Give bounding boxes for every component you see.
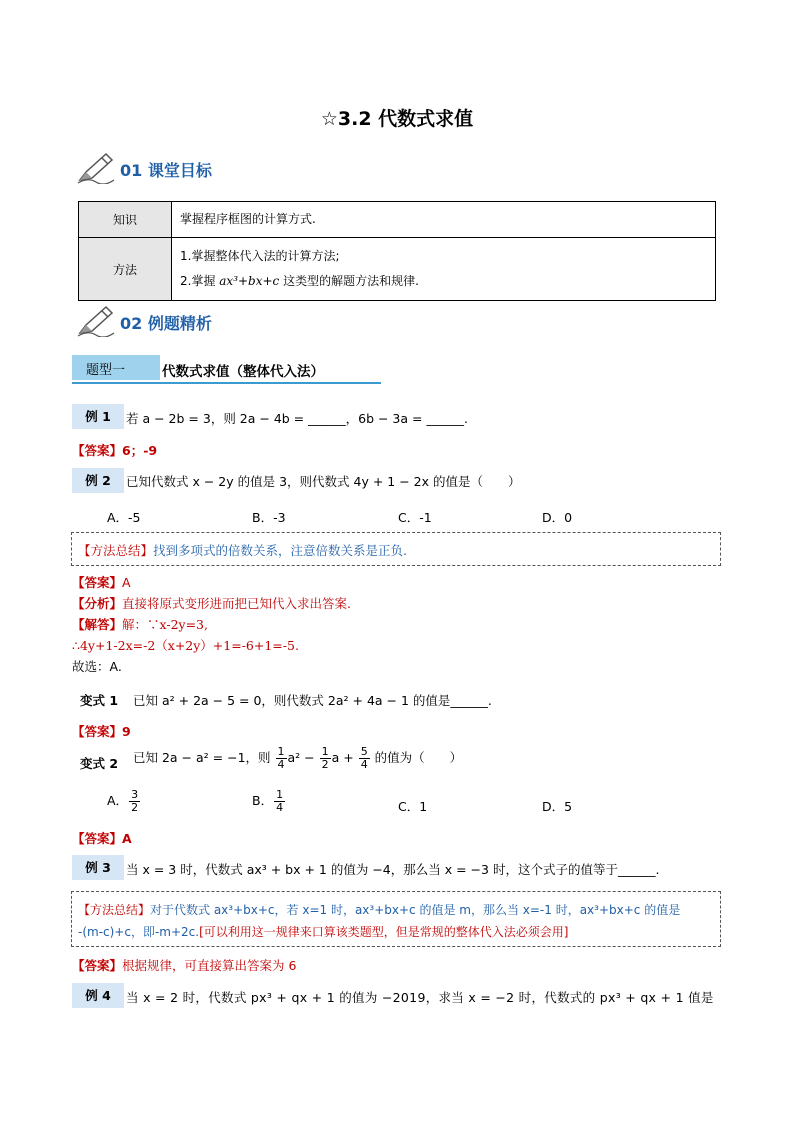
fraction — [320, 746, 331, 771]
fraction — [274, 789, 285, 814]
row-text-method — [172, 238, 716, 301]
denominator: 4 — [277, 758, 285, 771]
numerator: 1 — [277, 745, 285, 758]
summary-text: 对于代数式 ax³+bx+c，若 x=1 时，ax³+bx+c 的值是 m，那么当 x=-1 时，ax³+bx+c 的值是 — [150, 903, 681, 917]
numerator: 3 — [131, 788, 139, 801]
method-line-1: 1.掌握整体代入法的计算方法; — [180, 249, 340, 263]
example-2-tag: 例 2 — [72, 468, 124, 493]
answer-label: 【答案】 — [72, 443, 123, 458]
method-summary-1 — [78, 541, 407, 559]
section-heading-objectives: 01 课堂目标 — [120, 161, 212, 180]
denominator: 4 — [276, 801, 284, 814]
example-4-tag: 例 4 — [72, 983, 124, 1008]
variant-2-text — [133, 746, 462, 771]
option-letter: B． — [252, 793, 274, 808]
fraction — [359, 746, 370, 771]
answer-value: A — [122, 575, 131, 590]
method-line-2-pre: 2.掌握 — [180, 274, 220, 288]
solution-line-3: 故选：A. — [72, 659, 122, 674]
example-3-text: 当 x = 3 时，代数式 ax³ + bx + 1 的值为 −4，那么当 x = −3 时，这个式子的值等于______. — [126, 862, 660, 877]
example-1-tag: 例 1 — [72, 404, 124, 429]
numerator: 5 — [360, 745, 368, 758]
example-2-option-c: C．-1 — [398, 510, 432, 525]
pencil-icon — [76, 152, 116, 184]
solution-line-1: 解：∵x-2y=3, — [122, 617, 208, 632]
variant-2-answer — [72, 829, 132, 847]
variant-2-option-a — [107, 789, 141, 814]
solution-line-2: ∴4y+1-2x=-2（x+2y）+1=-6+1=-5. — [72, 638, 299, 653]
variant-2-option-d: D．5 — [542, 799, 573, 814]
example-2-option-b: B．-3 — [252, 510, 286, 525]
type-underline — [72, 382, 381, 384]
page-title: ☆3.2 代数式求值 — [320, 108, 474, 130]
answer-label: 【答案】 — [72, 831, 123, 846]
example-1-answer — [72, 441, 157, 459]
variant-2-mid-2: a + — [331, 750, 358, 765]
variant-2-mid-1: a² − — [287, 750, 319, 765]
method-line-2-post: 这类型的解题方法和规律. — [279, 274, 419, 288]
variant-2-post: 的值为（ ） — [370, 750, 463, 765]
example-1-text: 若 a − 2b = 3，则 2a − 4b = ______，6b − 3a = ______. — [126, 411, 468, 426]
row-text-knowledge: 掌握程序框图的计算方式. — [172, 202, 716, 238]
section-heading-examples: 02 例题精析 — [120, 314, 212, 333]
example-2-solution — [72, 615, 208, 633]
method-line-2 — [180, 269, 707, 294]
fraction — [276, 746, 287, 771]
summary-label: 【方法总结】 — [78, 543, 154, 558]
fraction — [129, 789, 140, 814]
example-4-text: 当 x = 2 时，代数式 px³ + qx + 1 的值为 −2019，求当 x = −2 时，代数式的 px³ + qx + 1 值是 — [126, 990, 714, 1005]
variant-1-tag: 变式 1 — [80, 693, 119, 708]
example-2-analysis — [72, 594, 351, 612]
summary-label: 【方法总结】 — [78, 903, 151, 917]
table-row — [79, 202, 716, 238]
example-3-tag: 例 3 — [72, 855, 124, 880]
pencil-icon — [76, 305, 116, 337]
answer-label: 【答案】 — [72, 575, 123, 590]
summary-text: 找到多项式的倍数关系，注意倍数关系是正负. — [153, 543, 407, 558]
row-label-method: 方法 — [79, 238, 172, 301]
answer-value: 9 — [122, 724, 131, 739]
example-3-answer — [72, 956, 296, 974]
variant-2-option-c: C．1 — [398, 799, 428, 814]
variant-2-pre: 已知 2a − a² = −1，则 — [133, 750, 275, 765]
summary-note: [可以利用这一规律来口算该类题型，但是常规的整体代入法必须会用] — [199, 925, 569, 939]
answer-label: 【答案】 — [72, 724, 123, 739]
method-summary-3-line-1 — [78, 901, 680, 918]
table-row — [79, 238, 716, 301]
example-2-text: 已知代数式 x − 2y 的值是 3，则代数式 4y + 1 − 2x 的值是（ ） — [126, 474, 521, 489]
method-line-2-expr: ax³+bx+c — [219, 274, 280, 288]
variant-2-option-b — [252, 789, 286, 814]
summary-rule: -(m-c)+c，即-m+2c. — [78, 925, 200, 939]
solution-label: 【解答】 — [72, 617, 123, 632]
analysis-label: 【分析】 — [72, 596, 123, 611]
type-title: 代数式求值（整体代入法） — [162, 364, 324, 380]
variant-1-answer — [72, 722, 131, 740]
variant-1-text: 已知 a² + 2a − 5 = 0，则代数式 2a² + 4a − 1 的值是______. — [133, 693, 492, 708]
denominator: 2 — [131, 801, 139, 814]
denominator: 4 — [360, 758, 368, 771]
example-2-answer — [72, 573, 131, 591]
answer-label: 【答案】 — [72, 958, 123, 973]
answer-value: 根据规律，可直接算出答案为 6 — [122, 958, 297, 973]
row-label-knowledge: 知识 — [79, 202, 172, 238]
analysis-text: 直接将原式变形进而把已知代入求出答案. — [122, 596, 351, 611]
type-tag: 题型一 — [86, 363, 126, 378]
numerator: 1 — [276, 788, 284, 801]
denominator: 2 — [321, 758, 329, 771]
option-letter: A． — [107, 793, 129, 808]
method-summary-3-line-2 — [78, 923, 568, 940]
objectives-table — [78, 201, 716, 301]
numerator: 1 — [321, 745, 329, 758]
example-2-option-a: A．-5 — [107, 510, 141, 525]
example-2-option-d: D．0 — [542, 510, 573, 525]
answer-value: A — [122, 831, 132, 846]
answer-value: 6；-9 — [122, 443, 158, 458]
variant-2-tag: 变式 2 — [80, 756, 119, 771]
